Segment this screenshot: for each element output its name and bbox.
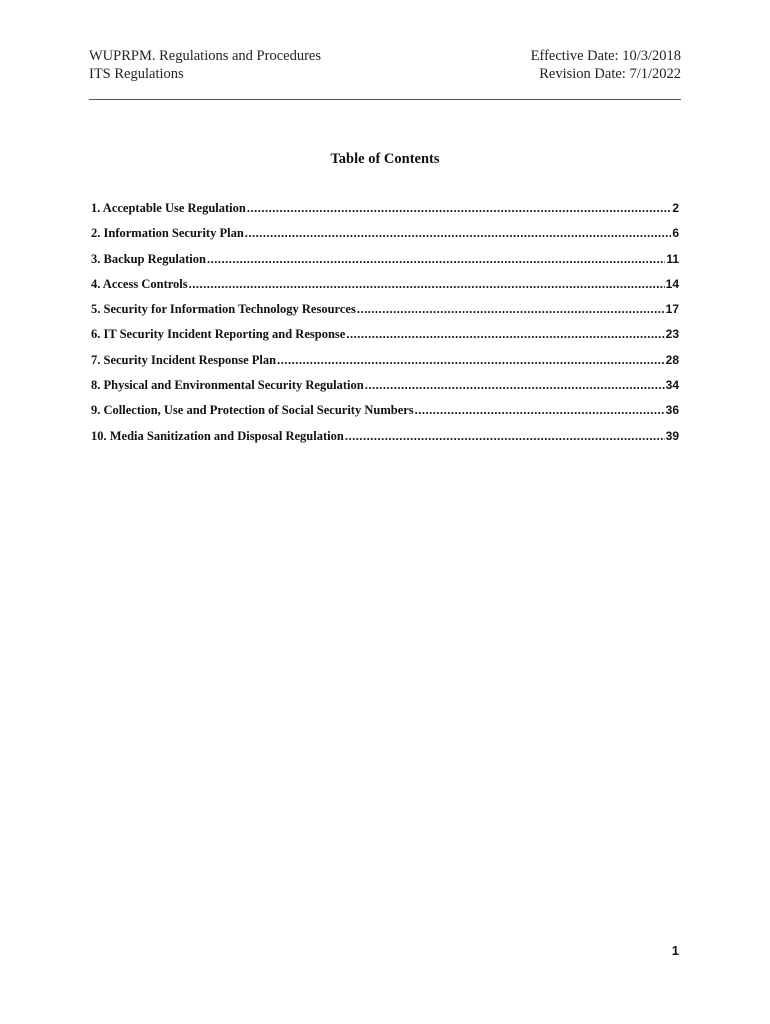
page-header [89,47,681,100]
toc-entry-label: 9. Collection, Use and Protection of Social Security Numbers [91,403,414,418]
toc-entry-acceptable-use[interactable] [91,199,679,224]
toc-entry-label: 5. Security for Information Technology Resources [91,302,356,317]
toc-entry-page: 14 [665,276,679,291]
toc-entry-access-controls[interactable] [91,275,679,300]
toc-entry-label: 6. IT Security Incident Reporting and Response [91,327,346,342]
toc-entry-page: 23 [665,327,679,342]
toc-entry-media-sanitization[interactable] [91,427,679,452]
toc-dot-leader [207,250,665,268]
toc-entry-page: 6 [672,226,679,241]
toc-entry-incident-response-plan[interactable] [91,351,679,376]
toc-dot-leader [346,325,664,343]
toc-entry-label: 7. Security Incident Response Plan [91,352,277,367]
toc-entry-label: 3. Backup Regulation [91,251,206,266]
toc-title: Table of Contents [330,151,440,167]
toc-dot-leader [357,300,665,318]
header-right [531,47,681,83]
header-revision-date: Revision Date: 7/1/2022 [539,66,681,82]
toc-dot-leader [277,351,665,369]
toc-entry-information-security-plan[interactable] [91,224,679,249]
toc-entry-label: 10. Media Sanitization and Disposal Regulation [91,428,344,443]
toc-dot-leader [245,224,672,242]
toc-entry-page: 28 [665,352,679,367]
toc-entry-page: 36 [665,403,679,418]
toc-entry-social-security-numbers[interactable] [91,401,679,426]
toc-entry-label: 4. Access Controls [91,276,188,291]
page-number: 1 [671,943,679,958]
header-effective-date: Effective Date: 10/3/2018 [530,48,681,64]
toc-dot-leader [189,275,665,293]
toc-dot-leader [247,199,671,217]
toc-entry-it-resources-security[interactable] [91,300,679,325]
toc-entry-incident-reporting[interactable] [91,325,679,350]
toc-entry-label: 1. Acceptable Use Regulation [91,201,246,215]
toc-dot-leader [415,401,665,419]
toc-dot-leader [345,427,665,445]
header-section-title: ITS Regulations [89,66,184,82]
table-of-contents [91,199,679,452]
toc-entry-backup-regulation[interactable] [91,250,679,275]
toc-entry-label: 2. Information Security Plan [91,226,244,241]
header-document-title: WUPRPM. Regulations and Procedures [89,48,321,64]
toc-entry-page: 2 [672,201,679,215]
toc-entry-physical-security[interactable] [91,376,679,401]
toc-entry-page: 39 [665,428,679,443]
toc-entry-page: 11 [666,251,679,266]
toc-entry-page: 17 [665,302,679,317]
toc-entry-label: 8. Physical and Environmental Security Regulation [91,378,364,393]
toc-dot-leader [365,376,665,394]
header-left [89,47,321,83]
toc-entry-page: 34 [665,378,679,393]
